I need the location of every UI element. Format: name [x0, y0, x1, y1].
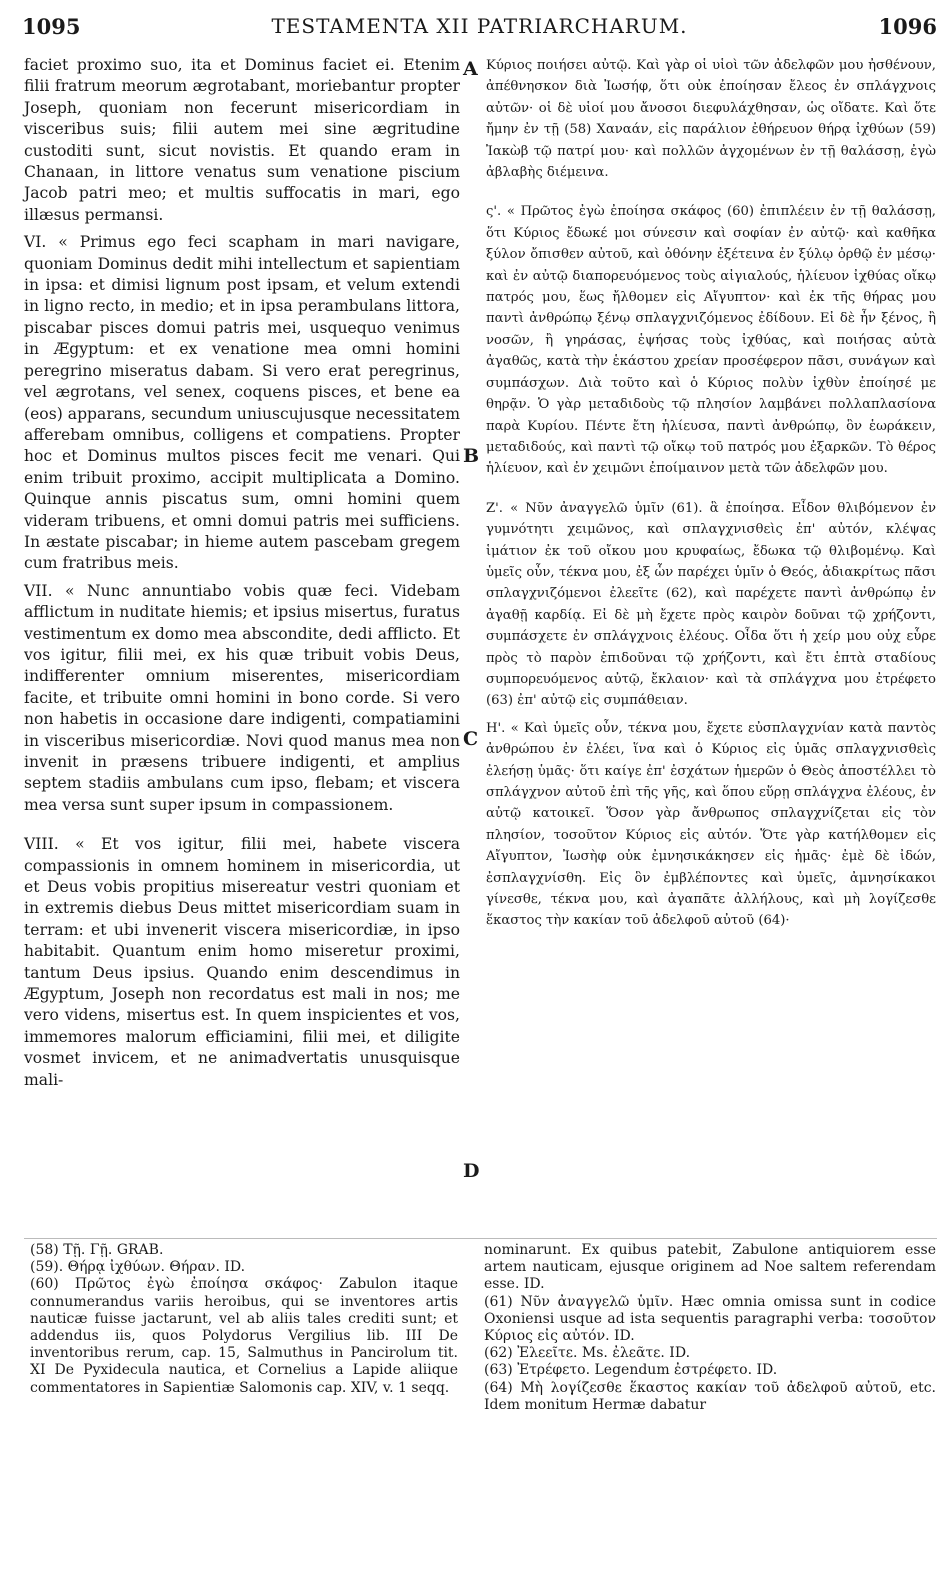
greek-paragraph: Ζ'. « Νῦν ἀναγγελῶ ὑμῖν (61). ἃ ἐποίησα. Εἶδον θλιβόμενον ἐν γυμνότητι χειμῶνος, καὶ σπλαγχνισθεὶς ἐπ' αὐτόν, κλέψας ἱμάτιον ἐκ τοῦ οἴκου μου κρυφαίως, ἔδωκα τῷ θλιβομένῳ. Καὶ ὑμεῖς οὖν, τέκνα μου, ἐξ ὧν παρέχει ὑμῖν ὁ Θεός, ἀδιακρίτως πᾶσι σπλαγχνιζόμενοι ἐλεεῖτε (62), καὶ παρέχετε παντὶ ἀνθρώπῳ ἐν ἀγαθῇ καρδίᾳ. Εἰ δὲ μὴ ἔχετε πρὸς καιρὸν δοῦναι τῷ χρήζοντι, συμπάσχετε ἐν σπλάγχνοις ἐλέους. Οἶδα ὅτι ἡ χείρ μου οὐχ εὗρε πρὸς τὸ παρὸν ἐπιδοῦναι τῷ χρήζοντι, καὶ ἔτι ἑπτὰ σταδίους συμπορευόμενος αὐτῷ, ἔκλαιον· καὶ τὰ σπλάγχνα μου ἐτρέφετο (63) ἐπ' αὐτῷ εἰς συμπάθειαν.: [486, 500, 936, 709]
latin-paragraph: VI. « Primus ego feci scapham in mari navigare, quoniam Dominus dedit mihi intellectum et sapientiam in ipsa: et dimisi lignum post ipsam, et velum extendi in ligno recto, in medio; et in ipsa perambulans littora, piscabar pisces domui patris mei, usquequo venimus in Ægyptum: et ex venatione mea omni homini peregrino miseratus dabam. Si vero erat peregrinus, vel ægrotans, vel senex, coquens pisces, et bene ea (eos) apparans, secundum uniuscujusque necessitatem afferebam omnibus, colligens et compatiens. Propter hoc et Dominus multos pisces fecit me venari. Qui enim tribuit proximo, accipit multiplicata a Domino. Quinque annis piscatus sum, omni homini quem videram tribuens, et omni domui patris mei sufficiens. In æstate piscabar; in hieme autem pascebam gregem cum fratribus meis.: [24, 233, 460, 573]
section-letter-a: A: [463, 58, 478, 80]
latin-paragraph: VIII. « Et vos igitur, filii mei, habete viscera compassionis in omnem hominem in misericordia, ut et Deus vobis propitius misereatur vestri quoniam et in extremis diebus Deus mittet misericordiam suam in terram: et ubi invenerit viscera misericordiæ, in ipso habitabit. Quantum enim homo miseretur proximi, tantum Deus ipsius. Quando enim descendimus in Ægyptum, Joseph non recordatus est mali in nos; me vero videns, misertus est. In quem inspicientes et vos, immemores malorum efficiamini, filii mei, et diligite vosmet invicem, et ne animadvertatis unusquisque mali-: [24, 835, 460, 1089]
page-number-right: 1096: [878, 14, 937, 39]
footnote: nominarunt. Ex quibus patebit, Zabulone antiquiorem esse artem nauticam, ejusque originem ad Noe saltem referendam esse. ID.: [484, 1242, 936, 1293]
footnote: (60) Πρῶτος ἐγὼ ἐποίησα σκάφος· Zabulon itaque connumerandus variis heroibus, qui se inventores artis nauticæ fuisse jactarunt, vel ab aliis tales crediti sunt; et addendus iis, quos Polydorus Vergilius lib. III De inventoribus rerum, cap. 15, Salmuthus in Pancirolum tit. XI De Pyxidecula nautica, et Cornelius a Lapide aliique commentatores in Sapientiæ Salomonis cap. XIV, v. 1 seqq.: [30, 1276, 458, 1396]
footnote: (64) Μὴ λογίζεσθε ἕκαστος κακίαν τοῦ ἀδελφοῦ αὐτοῦ, etc. Idem monitum Hermæ dabatur: [484, 1379, 936, 1413]
footnote: (61) Νῦν ἀναγγελῶ ὑμῖν. Hæc omnia omissa sunt in codice Oxoniensi usque ad ista sequentis paragraphi verba: τοσοῦτον Κύριος εἰς αὐτόν. ID.: [484, 1293, 936, 1345]
footnote-divider: [24, 1238, 937, 1239]
running-title: TESTAMENTA XII PATRIARCHARUM.: [271, 14, 688, 38]
section-letter-b: B: [463, 445, 480, 467]
footnote: (58) Τῇ. Γῇ. GRAB.: [30, 1242, 164, 1258]
greek-paragraph: Κύριος ποιήσει αὐτῷ. Καὶ γὰρ οἱ υἱοὶ τῶν ἀδελφῶν μου ἠσθένουν, ἀπέθνησκον διὰ Ἰωσήφ, ὅτι οὐκ ἐποίησαν ἔλεος ἐν σπλάγχνοις αὐτῶν· οἱ δὲ υἱοί μου ἄνοσοι διεφυλάχθησαν, ὡς οἴδατε. Καὶ ὅτε ἤμην ἐν τῇ (58) Χαναάν, εἰς παράλιον ἐθήρευον θήρᾳ ἰχθύων (59) Ἰακὼβ τῷ πατρί μου· καὶ πολλῶν ἀγχομένων ἐν τῇ θαλάσσῃ, ἐγὼ ἀβλαβὴς διέμεινα.: [486, 58, 936, 181]
page-number-left: 1095: [22, 14, 81, 39]
footnotes-left: [30, 1242, 458, 1397]
greek-column: [486, 55, 936, 932]
latin-paragraph: VII. « Nunc annuntiabo vobis quæ feci. Videbam afflictum in nuditate hiemis; et ipsius misertus, furatus vestimentum ex domo mea abscondite, dedi afflicto. Et vos igitur, filii mei, ex his quæ tribuit vobis Deus, indifferenter omnium miserentes, misericordiam facite, et tribuite omni homini in bono corde. Si vero non habetis in occasione dare indigenti, compatiamini in visceribus misericordiæ. Novi quod manus mea non invenit in præsens tribuere indigenti, et amplius septem stadiis ambulans cum ipso, flebam; et viscera mea versa sunt super ipsum in compassionem.: [24, 581, 460, 814]
latin-paragraph: faciet proximo suo, ita et Dominus faciet ei. Etenim filii fratrum meorum ægrotabant, moriebantur propter Joseph, quoniam non fecerunt misericordiam in visceribus suis; filii autem mei sine ægritudine custoditi sunt, sicut novistis. Et quando eram in Chanaan, in littore venatus sum venatione piscium Jacob patri meo; et multis suffocatis in mari, ego illæsus permansi.: [24, 56, 460, 224]
section-letter-c: C: [463, 728, 479, 750]
footnotes-right: [484, 1242, 936, 1414]
greek-paragraph: ς'. « Πρῶτος ἐγὼ ἐποίησα σκάφος (60) ἐπιπλέειν ἐν τῇ θαλάσσῃ, ὅτι Κύριος ἔδωκέ μοι σύνεσιν καὶ σοφίαν ἐν αὐτῷ· καὶ καθῆκα ξύλον ὄπισθεν αὐτοῦ, καὶ ὀθόνην ἐξέτεινα ἐν ξύλῳ ὀρθῷ ἐν μέσῳ· καὶ ἐν αὐτῷ διαπορευόμενος τοὺς αἰγιαλούς, ἡλίευον ἰχθύας οἴκῳ πατρός μου, ἕως ἤλθομεν εἰς Αἴγυπτον· καὶ ἐκ τῆς θήρας μου παντὶ ἀνθρώπῳ ξένῳ σπλαγχνιζόμενος ἐδίδουν. Εἰ δὲ ἦν ξένος, ἢ νοσῶν, ἢ γηράσας, ἑψήσας τοὺς ἰχθύας, καὶ ποιήσας αὐτὰ ἀγαθῶς, κατὰ τὴν ἑκάστου χρείαν προσέφερον πᾶσι, συνάγων καὶ συμπάσχων. Διὰ τοῦτο καὶ ὁ Κύριος πολὺν ἰχθὺν ἐποίησέ με θηρᾷν. Ὁ γὰρ μεταδιδοὺς τῷ πλησίον λαμβάνει πολλαπλασίονα παρὰ Κυρίου. Πέντε ἔτη ἡλίευσα, παντὶ ἀνθρώπῳ, ὃν ἑωράκειν, μεταδιδούς, καὶ παντὶ τῷ οἴκῳ τοῦ πατρός μου ἐξαρκῶν. Τὸ θέρος ἡλίευον, καὶ ἐν χειμῶνι ἐποίμαινον μετὰ τῶν ἀδελφῶν μου.: [486, 204, 936, 477]
section-letter-d: D: [463, 1160, 480, 1182]
running-header: [22, 14, 937, 44]
footnote: (59). Θήρᾳ ἰχθύων. Θήραν. ID.: [30, 1259, 246, 1276]
footnote: (62) Ἐλεεῖτε. Ms. ἐλεᾶτε. ID.: [484, 1345, 691, 1362]
latin-column: [24, 55, 460, 1091]
footnote: (63) Ἐτρέφετο. Legendum ἐστρέφετο. ID.: [484, 1362, 778, 1379]
greek-paragraph: Η'. « Καὶ ὑμεῖς οὖν, τέκνα μου, ἔχετε εὐσπλαγχνίαν κατὰ παντὸς ἀνθρώπου ἐν ἐλέει, ἵνα καὶ ὁ Κύριος εἰς ὑμᾶς σπλαγχνισθεὶς ἐλεήσῃ ὑμᾶς· ὅτι καίγε ἐπ' ἐσχάτων ἡμερῶν ὁ Θεὸς ἀποστέλλει τὸ σπλάγχνον αὐτοῦ ἐπὶ τῆς γῆς, καὶ ὅπου εὕρῃ σπλάγχνα ἐλέους, ἐν αὐτῷ κατοικεῖ. Ὅσον γὰρ ἄνθρωπος σπλαγχνίζεται εἰς τὸν πλησίον, τοσοῦτον Κύριος εἰς αὐτόν. Ὅτε γὰρ κατήλθομεν εἰς Αἴγυπτον, Ἰωσὴφ οὐκ ἐμνησικάκησεν εἰς ἡμᾶς· ἐμὲ δὲ ἰδών, ἐσπλαγχνίσθη. Εἰς ὃν ἐμβλέποντες καὶ ὑμεῖς, ἀμνησίκακοι γίνεσθε, τέκνα μου, καὶ ἀγαπᾶτε ἀλλήλους, καὶ μὴ λογίζεσθε ἕκαστος τὴν κακίαν τοῦ ἀδελφοῦ αὐτοῦ (64)·: [486, 720, 936, 929]
